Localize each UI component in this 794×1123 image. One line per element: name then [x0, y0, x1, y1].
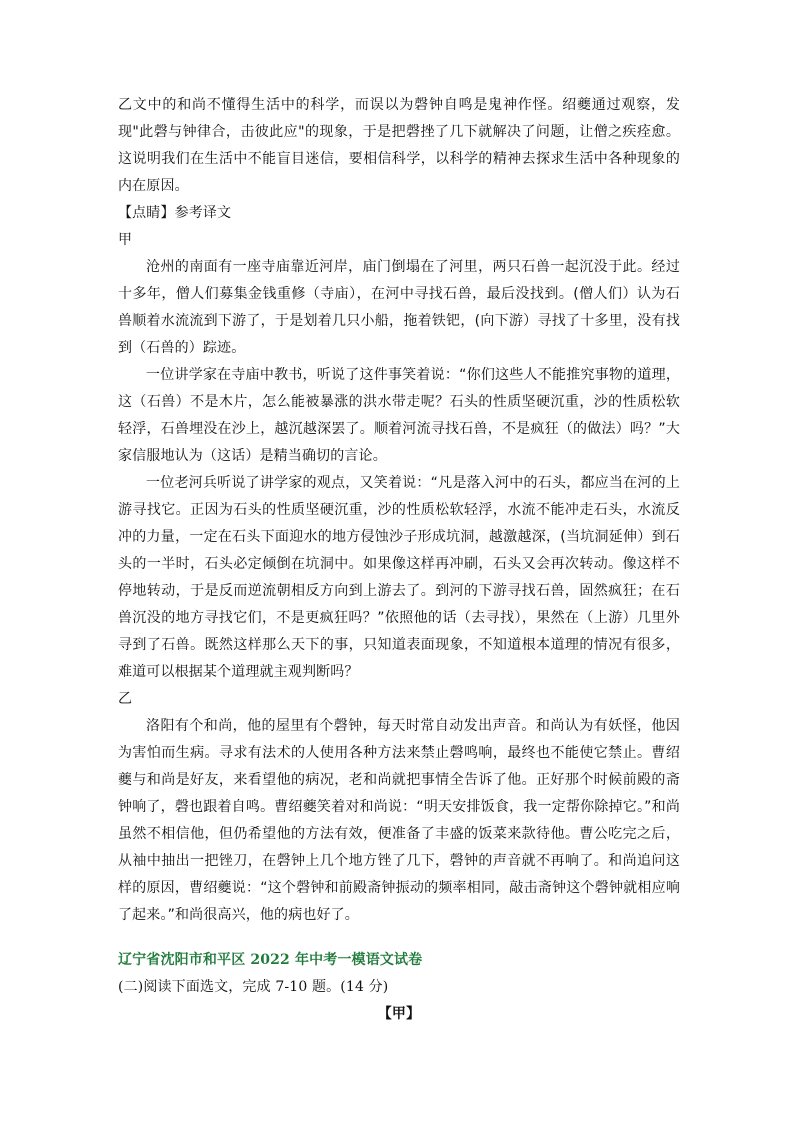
jia-label: 甲: [118, 232, 133, 248]
jia-paragraph-1: 沧州的南面有一座寺庙靠近河岸，庙门倒塌在了河里，两只石兽一起沉没于此。经过十多年，僧人们募集金钱重修（寺庙），在河中寻找石兽，最后没找到。(僧人们）认为石兽顺着水流流到下游了，于是划着几只小船，拖着铁钯，(向下游）寻找了十多里，没有找到（石兽的）踪迹。: [118, 259, 680, 356]
jia-paragraph-2: 一位讲学家在寺庙中教书，听说了这件事笑着说：“你们这些人不能推究事物的道理，这（石兽）不是木片，怎么能被暴涨的洪水带走呢？石头的性质坚硬沉重，沙的性质松软轻浮，石兽埋没在沙上，越沉越深罢了。顺着河流寻找石兽，不是疯狂（的做法）吗？”大家信服地认为（这话）是精当确切的言论。: [118, 367, 680, 464]
yi-label: 乙: [118, 691, 133, 707]
yi-paragraph: 洛阳有个和尚，他的屋里有个磬钟，每天时常自动发出声音。和尚认为有妖怪，他因为害怕而生病。寻求有法术的人使用各种方法来禁止磬鸣响，最终也不能使它禁止。曹绍夔与和尚是好友，来看望他的病况，老和尚就把事情全告诉了他。正好那个时候前殿的斋钟响了，磬也跟着自鸣。曹绍夔笑着对和尚说：“明天安排饭食，我一定帮你除掉它。”和尚虽然不相信他，但仍希望他的方法有效，便准备了丰盛的饭菜来款待他。曹公吃完之后，从袖中抽出一把锉刀，在磬钟上几个地方锉了几下，磬钟的声音就不再响了。和尚追问这样的原因，曹绍夔说：“这个磬钟和前殿斋钟振动的频率相同，敲击斋钟这个磬钟就相应响了起来。”和尚很高兴，他的病也好了。: [118, 718, 680, 923]
reading-instruction: (二)阅读下面选文，完成 7-10 题。(14 分): [118, 979, 389, 995]
jia-paragraph-3: 一位老河兵听说了讲学家的观点，又笑着说：“凡是落入河中的石头，都应当在河的上游寻找它。正因为石头的性质坚硬沉重，沙的性质松软轻浮，水流不能冲走石头，水流反冲的力量，一定在石头下面迎水的地方侵蚀沙子形成坑洞，越激越深，(当坑洞延伸）到石头的一半时，石头必定倾倒在坑洞中。如果像这样再冲刷，石头又会再次转动。像这样不停地转动，于是反而逆流朝相反方向到上游去了。到河的下游寻找石兽，固然疯狂；在石兽沉没的地方寻找它们，不是更疯狂吗？”依照他的话（去寻找），果然在（上游）几里外寻到了石兽。既然这样那么天下的事，只知道表面现象，不知道根本道理的情况有很多，难道可以根据某个道理就主观判断吗？: [118, 475, 680, 680]
dianjing-label: 【点睛】参考译文: [118, 205, 232, 221]
document-page: [118, 92, 680, 1028]
analysis-paragraph: 乙文中的和尚不懂得生活中的科学，而误以为磬钟自鸣是鬼神作怪。绍夔通过观察，发现"此磬与钟律合，击彼此应"的现象，于是把磬挫了几下就解决了问题，让僧之疾痊愈。这说明我们在生活中不能盲目迷信，要相信科学，以科学的精神去探求生活中各种现象的内在原因。: [118, 97, 680, 194]
source-heading: 辽宁省沈阳市和平区 2022 年中考一模语文试卷: [118, 952, 423, 968]
jia-bracket-title: 【甲】: [377, 1006, 421, 1022]
section-spacer: [118, 929, 680, 947]
